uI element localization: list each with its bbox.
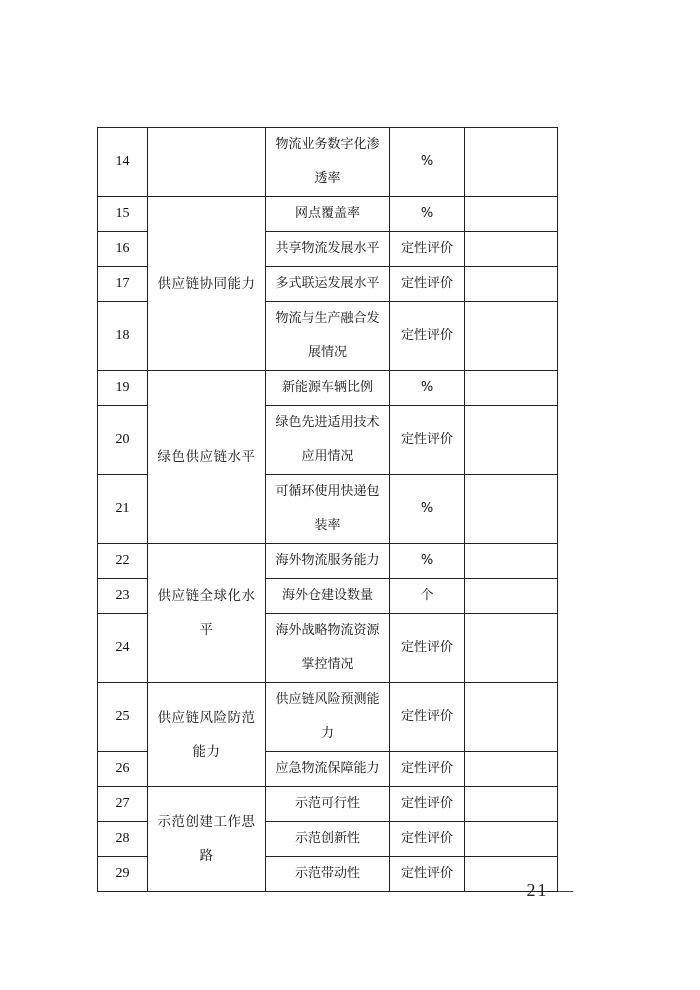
- indicator-cell: 海外战略物流资源掌控情况: [266, 614, 390, 683]
- unit-cell: 个: [390, 579, 465, 614]
- row-number: 29: [98, 857, 148, 892]
- unit-cell: %: [390, 544, 465, 579]
- indicator-cell: 绿色先进适用技术应用情况: [266, 406, 390, 475]
- row-number: 21: [98, 475, 148, 544]
- blank-cell: [465, 371, 558, 406]
- row-number: 25: [98, 683, 148, 752]
- evaluation-table: [97, 127, 558, 892]
- row-number: 18: [98, 302, 148, 371]
- blank-cell: [465, 475, 558, 544]
- unit-cell: 定性评价: [390, 302, 465, 371]
- category-cell: 供应链风险防范能力: [148, 683, 266, 787]
- blank-cell: [465, 614, 558, 683]
- row-number: 20: [98, 406, 148, 475]
- row-number: 16: [98, 232, 148, 267]
- indicator-cell: 物流业务数字化渗透率: [266, 128, 390, 197]
- category-cell: 绿色供应链水平: [148, 371, 266, 544]
- blank-cell: [465, 822, 558, 857]
- unit-cell: 定性评价: [390, 752, 465, 787]
- row-number: 14: [98, 128, 148, 197]
- row-number: 23: [98, 579, 148, 614]
- table-row: [98, 683, 558, 752]
- indicator-cell: 示范带动性: [266, 857, 390, 892]
- indicator-cell: 多式联运发展水平: [266, 267, 390, 302]
- indicator-cell: 共享物流发展水平: [266, 232, 390, 267]
- unit-cell: 定性评价: [390, 232, 465, 267]
- blank-cell: [465, 128, 558, 197]
- category-cell: 示范创建工作思路: [148, 787, 266, 892]
- row-number: 19: [98, 371, 148, 406]
- indicator-table: [97, 127, 557, 892]
- row-number: 28: [98, 822, 148, 857]
- indicator-cell: 新能源车辆比例: [266, 371, 390, 406]
- blank-cell: [465, 232, 558, 267]
- blank-cell: [465, 267, 558, 302]
- blank-cell: [465, 197, 558, 232]
- unit-cell: 定性评价: [390, 267, 465, 302]
- row-number: 22: [98, 544, 148, 579]
- blank-cell: [465, 302, 558, 371]
- unit-cell: %: [390, 475, 465, 544]
- blank-cell: [465, 752, 558, 787]
- blank-cell: [465, 683, 558, 752]
- indicator-cell: 海外物流服务能力: [266, 544, 390, 579]
- unit-cell: 定性评价: [390, 683, 465, 752]
- blank-cell: [465, 579, 558, 614]
- blank-cell: [465, 406, 558, 475]
- row-number: 26: [98, 752, 148, 787]
- unit-cell: %: [390, 371, 465, 406]
- table-row: [98, 371, 558, 406]
- indicator-cell: 可循环使用快递包装率: [266, 475, 390, 544]
- indicator-cell: 示范可行性: [266, 787, 390, 822]
- row-number: 24: [98, 614, 148, 683]
- blank-cell: [465, 544, 558, 579]
- indicator-cell: 应急物流保障能力: [266, 752, 390, 787]
- unit-cell: %: [390, 128, 465, 197]
- table-row: [98, 787, 558, 822]
- unit-cell: 定性评价: [390, 787, 465, 822]
- category-cell: 供应链全球化水平: [148, 544, 266, 683]
- table-row: [98, 128, 558, 197]
- indicator-cell: 海外仓建设数量: [266, 579, 390, 614]
- unit-cell: 定性评价: [390, 822, 465, 857]
- unit-cell: 定性评价: [390, 614, 465, 683]
- row-number: 17: [98, 267, 148, 302]
- table-row: [98, 197, 558, 232]
- indicator-cell: 网点覆盖率: [266, 197, 390, 232]
- unit-cell: 定性评价: [390, 406, 465, 475]
- unit-cell: 定性评价: [390, 857, 465, 892]
- blank-cell: [465, 787, 558, 822]
- row-number: 27: [98, 787, 148, 822]
- unit-cell: %: [390, 197, 465, 232]
- category-cell: 供应链协同能力: [148, 197, 266, 371]
- page-number: — 21 —: [500, 880, 575, 900]
- category-cell: [148, 128, 266, 197]
- table-row: [98, 544, 558, 579]
- indicator-cell: 示范创新性: [266, 822, 390, 857]
- indicator-cell: 供应链风险预测能力: [266, 683, 390, 752]
- row-number: 15: [98, 197, 148, 232]
- indicator-cell: 物流与生产融合发展情况: [266, 302, 390, 371]
